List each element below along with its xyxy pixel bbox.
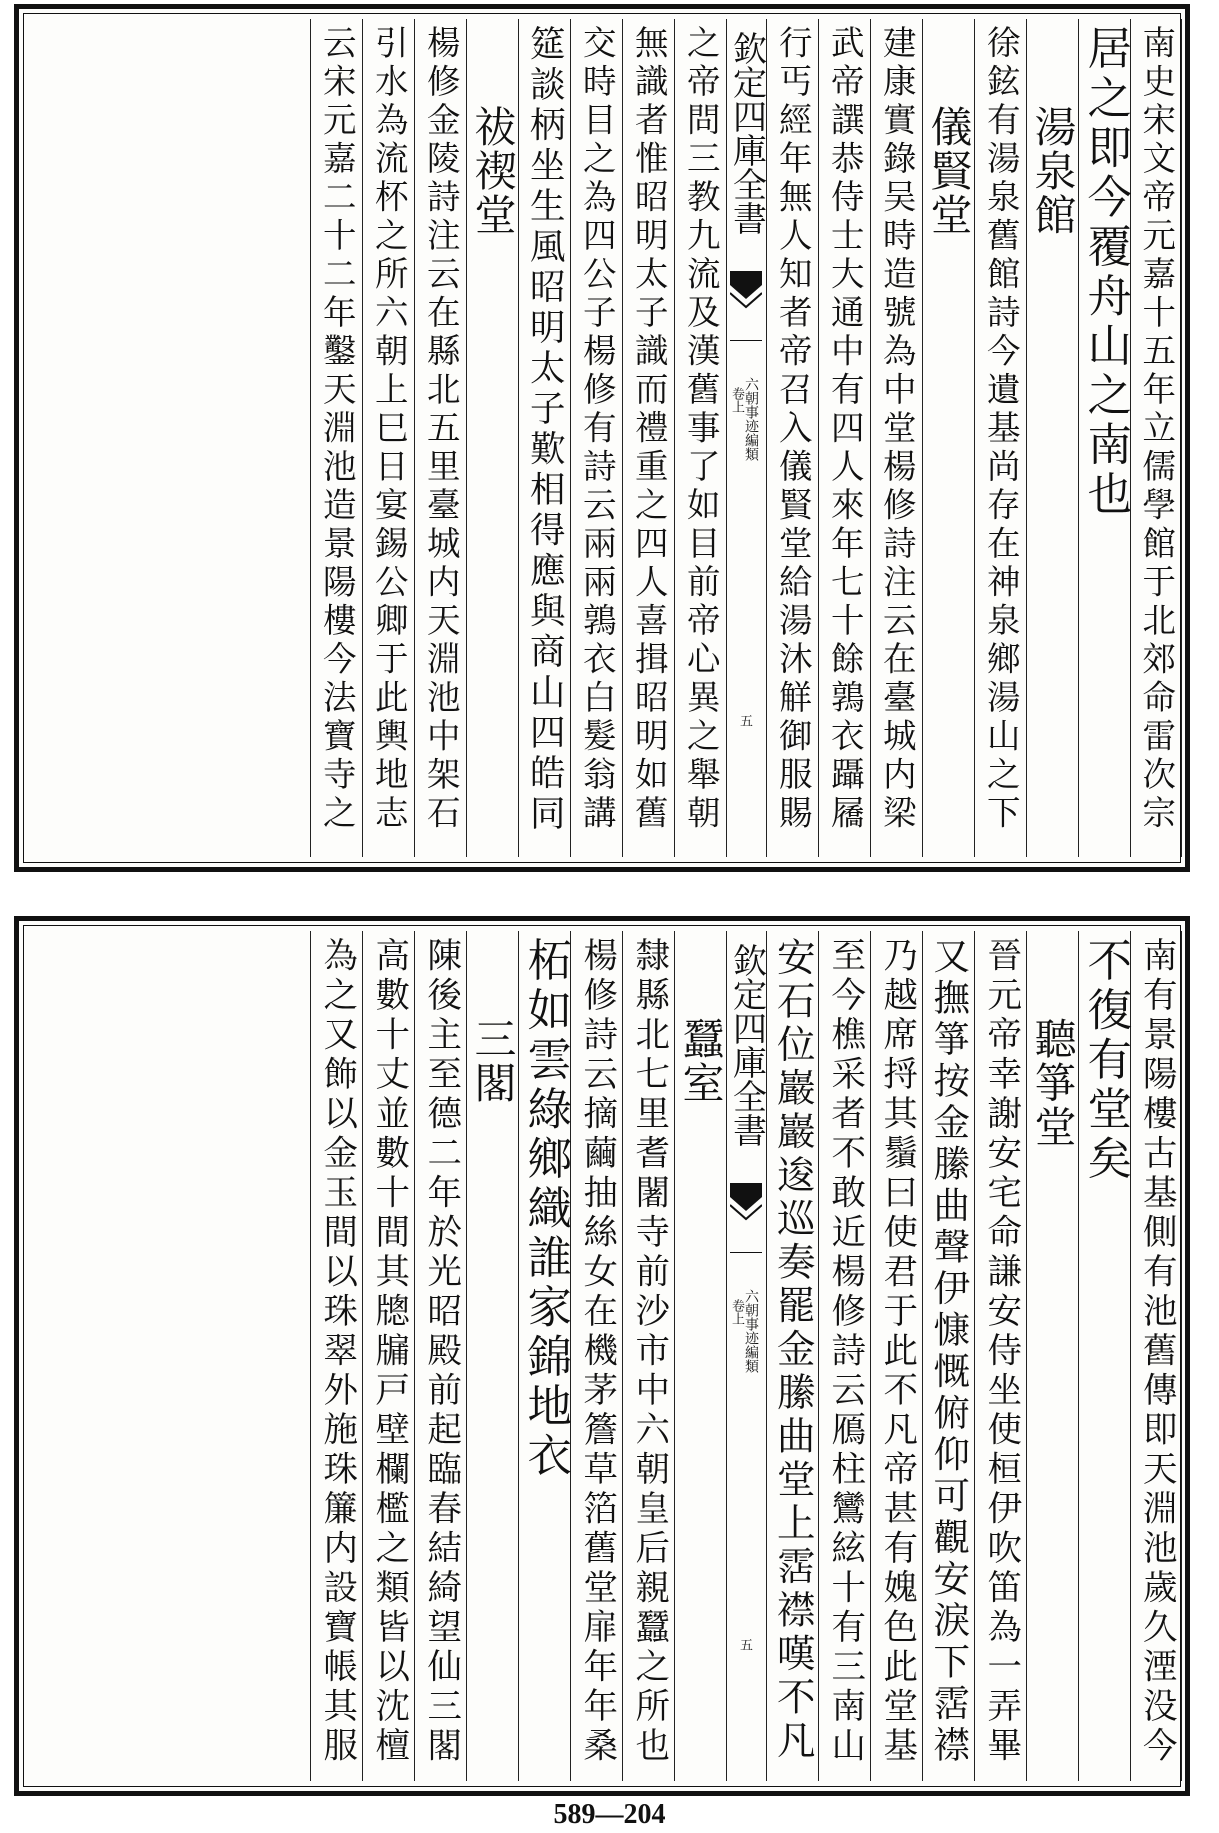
- section-heading: 儀賢堂: [924, 105, 974, 237]
- text-column: [870, 931, 922, 1781]
- section-heading: 聽箏堂: [1028, 1017, 1078, 1149]
- center-margin: [726, 931, 766, 1781]
- column-text: 陳後主至德二年於光昭殿前起臨春結綺望仙三閣: [420, 937, 461, 1767]
- column-text: 至今樵采者不敢近楊修詩云鴈柱鸞絃十有三南山: [824, 937, 865, 1767]
- column-text: 之帝問三教九流及漢舊事了如目前帝心異之舉朝: [681, 25, 721, 834]
- text-column: [974, 931, 1026, 1781]
- column-text: 柘如雲綠鄉織誰家錦地衣: [519, 937, 571, 1482]
- center-book-title: 欽定四庫全書: [726, 31, 767, 235]
- text-column: [518, 19, 570, 857]
- text-column: [1130, 19, 1182, 857]
- text-column: [362, 19, 414, 857]
- center-juan-label: 卷上: [729, 387, 744, 413]
- section-heading: 湯泉館: [1028, 105, 1078, 237]
- text-column: [674, 19, 726, 857]
- column-text: 云宋元嘉二十二年鑿天淵池造景陽樓今法寶寺之: [317, 25, 357, 834]
- column-text: 無識者惟昭明太子識而禮重之四人喜揖昭明如舊: [629, 25, 669, 834]
- text-column: [310, 19, 362, 857]
- section-heading: 祓禊堂: [468, 105, 518, 237]
- column-text: 武帝譔恭侍士大通中有四人來年七十餘鶉衣躡屩: [825, 25, 865, 834]
- section-heading-column: [674, 931, 726, 1781]
- text-column: [622, 19, 674, 857]
- text-column: [766, 931, 818, 1781]
- section-heading: 三閣: [468, 1017, 518, 1105]
- fish-tail-mark-icon: [730, 271, 762, 341]
- section-heading-column: [922, 19, 974, 857]
- text-column: [818, 19, 870, 857]
- section-heading-column: [466, 19, 518, 857]
- fish-tail-mark-icon: [730, 1183, 762, 1253]
- text-column: [1130, 931, 1182, 1781]
- text-column: [518, 931, 570, 1781]
- page-top: [14, 4, 1190, 872]
- column-text: 居之即今覆舟山之南也: [1079, 25, 1131, 520]
- text-column: [570, 19, 622, 857]
- text-column: [922, 931, 974, 1781]
- section-heading-column: [466, 931, 518, 1781]
- column-text: 引水為流杯之所六朝上巳日宴錫公卿于此輿地志: [369, 25, 409, 834]
- column-text: 高數十丈並數十間其牕牖戸壁欄檻之類皆以沈檀: [368, 937, 409, 1767]
- text-column: [818, 931, 870, 1781]
- center-chapter-title: 六朝事迹編類: [743, 1289, 759, 1373]
- column-text: 楊修金陵詩注云在縣北五里臺城内天淵池中架石: [421, 25, 461, 834]
- column-text: 晉元帝幸謝安宅命謙安侍坐使桓伊吹笛為一弄畢: [980, 937, 1021, 1767]
- center-page-number: 五: [737, 714, 752, 727]
- column-text: 隸縣北七里耆闍寺前沙市中六朝皇后親蠶之所也: [628, 937, 669, 1767]
- column-text: 南有景陽樓古基側有池舊傳即天淵池歲久湮没今: [1136, 937, 1177, 1767]
- text-column: [414, 931, 466, 1781]
- column-text: 建康實錄吴時造號為中堂楊修詩注云在臺城内梁: [877, 25, 917, 834]
- column-text: 筵談柄坐生風昭明太子歎相得應與商山四皓同: [524, 25, 566, 835]
- section-heading-column: [1026, 19, 1078, 857]
- text-column: [570, 931, 622, 1781]
- text-column: [362, 931, 414, 1781]
- text-column: [870, 19, 922, 857]
- page-bottom: [14, 916, 1190, 1796]
- column-text: 乃越席捋其鬚曰使君于此不凡帝甚有媿色此堂基: [876, 937, 917, 1767]
- center-chapter-title: 六朝事迹編類: [743, 377, 759, 461]
- text-column: [310, 931, 362, 1781]
- text-column: [1078, 19, 1130, 857]
- column-text: 楊修詩云摘繭抽絲女在機茅簷草箔舊堂扉年年桑: [576, 937, 617, 1767]
- column-text: 安石位巖巖逡巡奏罷金縢曲堂上霑襟嘆不凡: [770, 937, 816, 1764]
- text-column: [974, 19, 1026, 857]
- text-column: [1078, 931, 1130, 1781]
- column-text: 又撫箏按金縢曲聲伊慷慨俯仰可觀安淚下霑襟: [927, 937, 971, 1767]
- text-column: [766, 19, 818, 857]
- column-text: 南史宋文帝元嘉十五年立儒學館于北郊命雷次宗: [1136, 25, 1176, 834]
- section-heading-column: [1026, 931, 1078, 1781]
- center-juan-label: 卷上: [729, 1299, 744, 1325]
- column-text: 徐鉉有湯泉舊館詩今遺基尚存在神泉鄉湯山之下: [981, 25, 1021, 834]
- text-column: [622, 931, 674, 1781]
- center-margin: [726, 19, 766, 857]
- column-text: 行丐經年無人知者帝召入儀賢堂給湯沐觧御服賜: [773, 25, 813, 834]
- column-text: 交時目之為四公子楊修有詩云兩兩鶉衣白髮翁講: [577, 25, 617, 834]
- center-page-number: 五: [737, 1638, 752, 1651]
- page-reference: 589—204: [553, 1799, 666, 1830]
- column-text: 不復有堂矣: [1079, 937, 1131, 1185]
- center-book-title: 欽定四庫全書: [726, 943, 767, 1147]
- text-column: [414, 19, 466, 857]
- section-heading: 蠶室: [676, 1017, 726, 1105]
- column-text: 為之又飾以金玉間以珠翠外施珠簾内設寶帳其服: [316, 937, 357, 1767]
